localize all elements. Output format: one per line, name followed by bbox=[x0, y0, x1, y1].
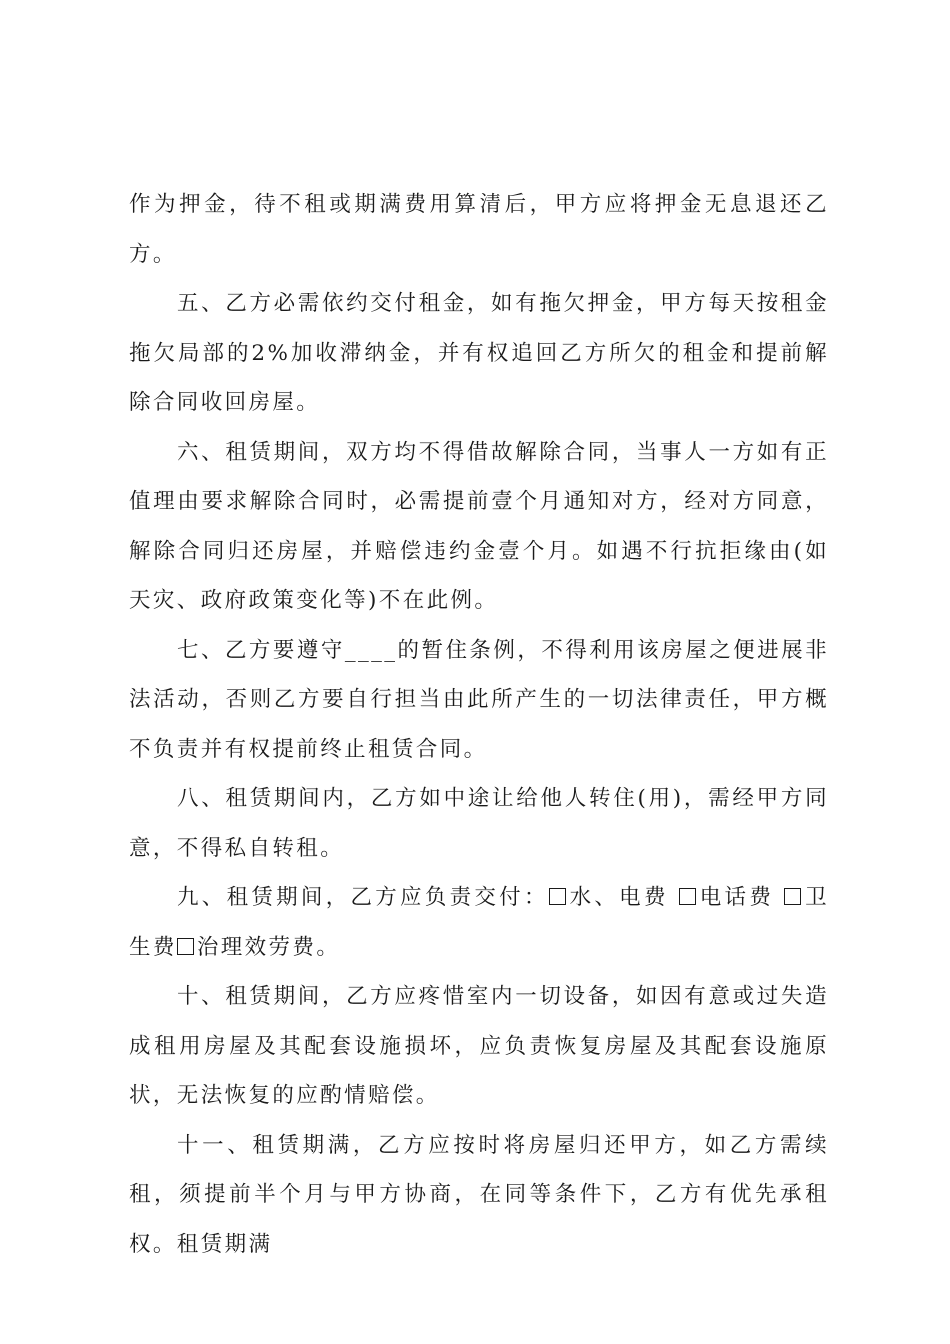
option-management: 治理效劳费。 bbox=[196, 934, 341, 960]
document-body bbox=[129, 180, 829, 1269]
clause-8: 八、租赁期间内，乙方如中途让给他人转住(用)，需经甲方同意，不得私自转租。 bbox=[129, 786, 829, 861]
clause-11: 十一、租赁期满，乙方应按时将房屋归还甲方，如乙方需续租，须提前半个月与甲方协商，在同等条件下，乙方有优先承租权。租赁期满 bbox=[129, 1132, 829, 1257]
option-sanitation: 卫生费 bbox=[129, 885, 830, 960]
checkbox-icon bbox=[784, 888, 801, 905]
option-water-electricity: 水、电费 bbox=[568, 885, 669, 910]
checkbox-icon bbox=[177, 938, 194, 955]
checkbox-icon bbox=[549, 888, 566, 905]
paragraph-deposit-continuation: 作为押金，待不租或期满费用算清后，甲方应将押金无息退还乙方。 bbox=[129, 192, 829, 267]
option-phone: 电话费 bbox=[698, 885, 775, 910]
clause-10: 十、租赁期间，乙方应疼惜室内一切设备，如因有意或过失造成租用房屋及其配套设施损坏，应负责恢复房屋及其配套设施原状，无法恢复的应酌情赔偿。 bbox=[129, 984, 829, 1108]
clause-9 bbox=[129, 873, 829, 972]
checkbox-icon bbox=[679, 888, 696, 905]
clause-9-lead: 九、租赁期间，乙方应负责交付： bbox=[177, 885, 549, 910]
clause-7: 七、乙方要遵守____的暂住条例，不得利用该房屋之便进展非法活动，否则乙方要自行担当由此所产生的一切法律责任，甲方概不负责并有权提前终止租赁合同。 bbox=[129, 637, 829, 762]
clause-5: 五、乙方必需依约交付租金，如有拖欠押金，甲方每天按租金拖欠局部的2%加收滞纳金，并有权追回乙方所欠的租金和提前解除合同收回房屋。 bbox=[129, 291, 829, 415]
clause-6: 六、租赁期间，双方均不得借故解除合同，当事人一方如有正值理由要求解除合同时，必需提前壹个月通知对方，经对方同意，解除合同归还房屋，并赔偿违约金壹个月。如遇不行抗拒缘由(如天灾、政府政策变化等)不在此例。 bbox=[129, 439, 829, 613]
